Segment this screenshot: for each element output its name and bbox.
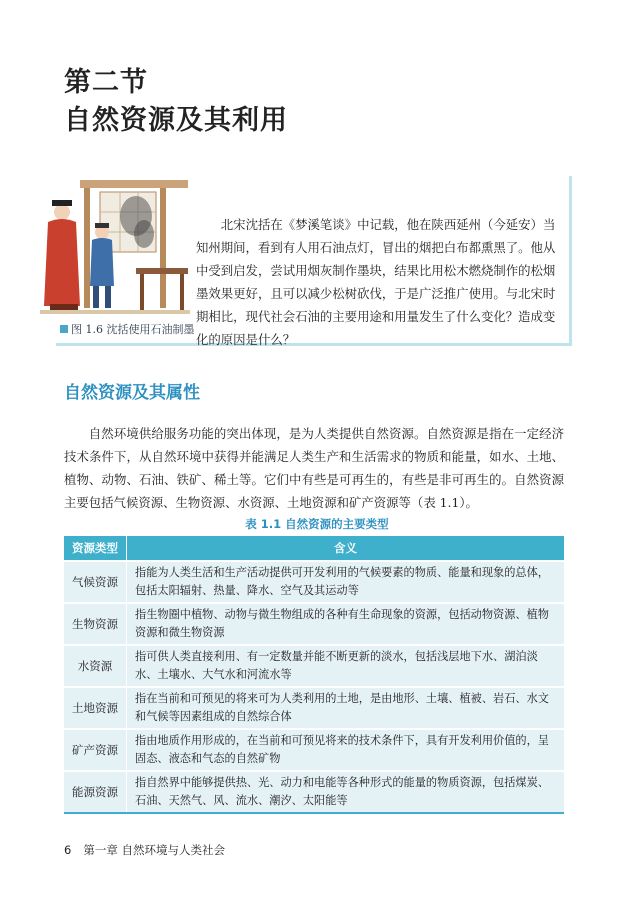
caption-marker-icon xyxy=(60,325,68,333)
intro-text: 北宋沈括在《梦溪笔谈》中记载，他在陕西延州（今延安）当知州期间，看到有人用石油点灯，冒出的烟把白布都熏黑了。他从中受到启发，尝试用烟灰制作墨块，结果比用松木燃烧制作的松烟墨效果更好，且可以减少松树砍伐，于是广泛推广使用。与北宋时期相比，现代社会石油的主要用途和用量发生了什么变化？造成变化的原因是什么？ xyxy=(196,217,556,347)
table-header-type: 资源类型 xyxy=(64,536,127,560)
resource-type: 水资源 xyxy=(64,646,127,686)
table-header-row xyxy=(64,536,564,560)
page-number: 6 xyxy=(64,843,72,857)
body-paragraph: 自然环境供给服务功能的突出体现，是为人类提供自然资源。自然资源是指在一定经济技术条件下，从自然环境中获得并能满足人类生产和生活需求的物质和能量，如水、土地、植物、动物、石油、铁矿、稀土等。它们中有些是可再生的，有些是非可再生的。自然资源主要包括气候资源、生物资源、水资源、土地资源和矿产资源等（表 1.1）。 xyxy=(64,426,564,510)
resource-type: 矿产资源 xyxy=(64,730,127,770)
table-title: 表 1.1 自然资源的主要类型 xyxy=(245,517,389,531)
table-row xyxy=(64,644,564,686)
table-row xyxy=(64,728,564,770)
figure-caption: 图 1.6 沈括使用石油制墨 xyxy=(60,321,195,337)
shen-kuo-illustration xyxy=(40,176,190,318)
table-bottom-rule xyxy=(64,812,564,814)
resource-table xyxy=(64,536,564,814)
section-heading: 自然资源及其属性 xyxy=(64,383,200,403)
table-row xyxy=(64,602,564,644)
table-row xyxy=(64,770,564,812)
resource-type: 生物资源 xyxy=(64,604,127,644)
resource-meaning: 指能为人类生活和生产活动提供可开发利用的气候要素的物质、能量和现象的总体，包括太阳辐射、热量、降水、空气及其运动等 xyxy=(135,566,549,597)
chapter-label: 第一章 自然环境与人类社会 xyxy=(83,843,225,857)
section-number: 第二节 xyxy=(64,67,148,98)
resource-type: 能源资源 xyxy=(64,772,127,812)
table-row xyxy=(64,560,564,602)
section-title: 自然资源及其利用 xyxy=(64,105,288,136)
table-row xyxy=(64,686,564,728)
resource-type: 土地资源 xyxy=(64,688,127,728)
resource-meaning: 指生物圈中植物、动物与微生物组成的各种有生命现象的资源，包括动物资源、植物资源和微生物资源 xyxy=(135,608,549,639)
page-footer xyxy=(64,842,225,858)
resource-meaning: 指可供人类直接利用、有一定数量并能不断更新的淡水，包括浅层地下水、湖泊淡水、土壤水、大气水和河流水等 xyxy=(135,650,538,681)
resource-meaning: 指由地质作用形成的，在当前和可预见将来的技术条件下，具有开发利用价值的，呈固态、液态和气态的自然矿物 xyxy=(135,734,549,765)
resource-meaning: 指自然界中能够提供热、光、动力和电能等各种形式的能量的物质资源，包括煤炭、石油、天然气、风、流水、潮汐、太阳能等 xyxy=(135,776,549,807)
table-header-meaning: 含义 xyxy=(334,541,357,555)
resource-type: 气候资源 xyxy=(64,562,127,602)
resource-meaning: 指在当前和可预见的将来可为人类利用的土地，是由地形、土壤、植被、岩石、水文和气候等因素组成的自然综合体 xyxy=(135,692,549,723)
